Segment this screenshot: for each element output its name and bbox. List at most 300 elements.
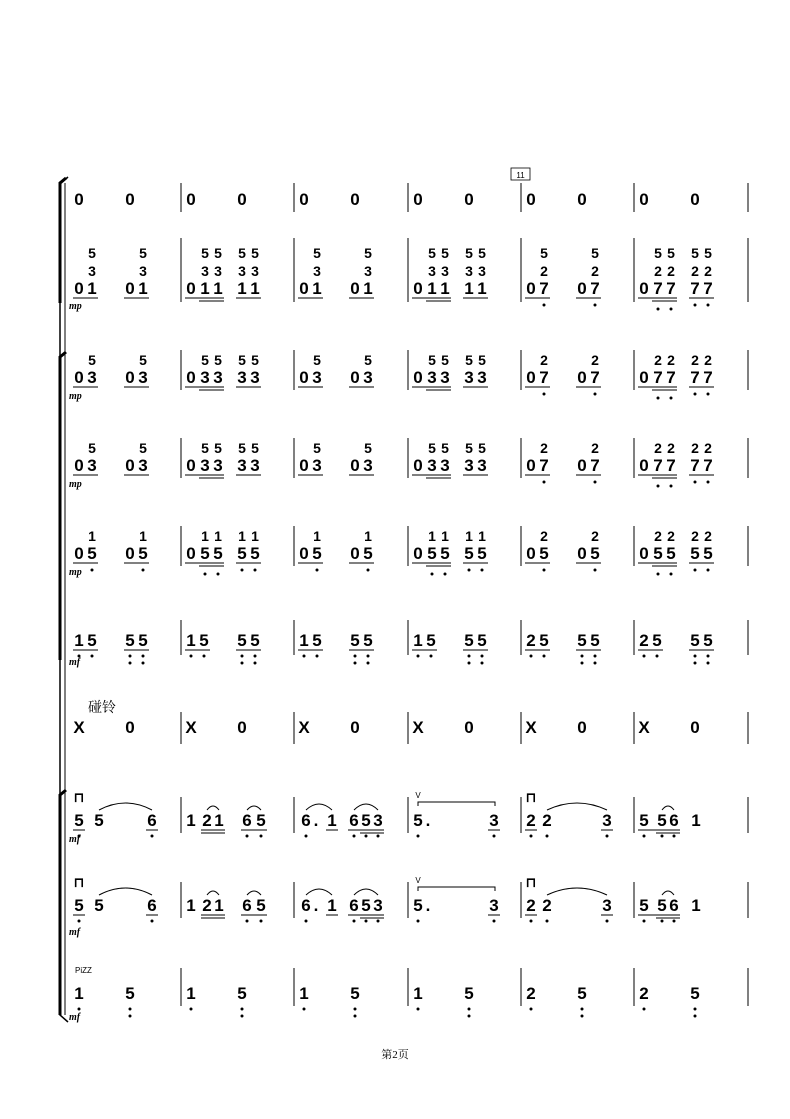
chord-note: 2 [667, 440, 675, 456]
octave-dot [581, 655, 584, 658]
octave-dot [657, 308, 660, 311]
chord-note: 3 [251, 263, 259, 279]
octave-dot [493, 920, 496, 923]
s6-note: 5 [426, 631, 436, 650]
slur [547, 803, 607, 810]
melody-note: 5 [256, 811, 266, 830]
instrument-label: 碰铃 [88, 700, 116, 716]
rest: 0 [299, 544, 309, 563]
chord-note: 5 [238, 352, 246, 368]
chord-note: 3 [477, 368, 487, 387]
s7-note: 0 [690, 718, 700, 737]
octave-dot [543, 481, 546, 484]
s7-note: 0 [577, 718, 587, 737]
melody-note: 6 [242, 896, 252, 915]
chord-note: 2 [704, 440, 712, 456]
chord-note: 5 [250, 544, 260, 563]
octave-dot [581, 1015, 584, 1018]
octave-dot [151, 835, 154, 838]
rest: 0 [413, 544, 423, 563]
rest: 0 [577, 368, 587, 387]
octave-dot [594, 481, 597, 484]
octave-dot [217, 573, 220, 576]
chord-note: 5 [88, 440, 96, 456]
chord-note: 5 [666, 544, 676, 563]
chord-note: 1 [87, 279, 97, 298]
slur [354, 804, 378, 810]
chord-note: 1 [441, 528, 449, 544]
rest: 0 [125, 279, 135, 298]
rest: 0 [577, 279, 587, 298]
s1-note: 0 [350, 190, 360, 209]
octave-dot [606, 920, 609, 923]
melody-note: 6 [349, 896, 359, 915]
chord-note: 7 [690, 368, 700, 387]
slur [306, 889, 332, 895]
octave-dot [353, 835, 356, 838]
octave-dot [190, 655, 193, 658]
melody-note: 5 [74, 811, 84, 830]
chord-note: 1 [313, 528, 321, 544]
rest: 0 [299, 368, 309, 387]
chord-note: 7 [666, 456, 676, 475]
chord-note: 5 [201, 440, 209, 456]
s6-note: 5 [350, 631, 360, 650]
octave-dot [468, 662, 471, 665]
s1-note: 0 [526, 190, 536, 209]
rest: 0 [350, 456, 360, 475]
octave-dot [530, 1008, 533, 1011]
octave-dot [643, 655, 646, 658]
bow-mark: ⊓ [525, 874, 537, 890]
octave-dot [78, 920, 81, 923]
octave-dot [694, 569, 697, 572]
octave-dot [151, 920, 154, 923]
chord-note: 5 [200, 544, 210, 563]
s6-note: 5 [590, 631, 600, 650]
chord-note: 5 [667, 245, 675, 261]
chord-note: 5 [214, 245, 222, 261]
octave-dot [367, 655, 370, 658]
chord-note: 7 [590, 279, 600, 298]
octave-dot [643, 835, 646, 838]
chord-note: 1 [139, 528, 147, 544]
chord-note: 2 [540, 528, 548, 544]
s6-note: 5 [690, 631, 700, 650]
rest: 0 [186, 279, 196, 298]
octave-dot [694, 393, 697, 396]
chord-note: 7 [690, 279, 700, 298]
octave-dot [417, 835, 420, 838]
octave-dot [707, 393, 710, 396]
octave-dot [594, 393, 597, 396]
rest: 0 [125, 368, 135, 387]
chord-note: 1 [201, 528, 209, 544]
chord-note: 5 [465, 440, 473, 456]
octave-dot [594, 569, 597, 572]
chord-note: 2 [591, 528, 599, 544]
chord-note: 5 [213, 544, 223, 563]
chord-note: 7 [703, 456, 713, 475]
slur [662, 806, 674, 810]
chord-note: 5 [214, 440, 222, 456]
octave-dot [354, 1015, 357, 1018]
melody-note: 1 [214, 811, 224, 830]
dynamic-marking: mf [69, 657, 81, 668]
chord-note: 5 [440, 544, 450, 563]
octave-dot [530, 655, 533, 658]
chord-note: 3 [201, 263, 209, 279]
melody-note: 6 [301, 896, 311, 915]
melody-note: 3 [489, 896, 499, 915]
s1-note: 0 [464, 190, 474, 209]
chord-note: 5 [539, 544, 549, 563]
octave-dot [254, 655, 257, 658]
octave-dot [707, 304, 710, 307]
melody-note: 5 [94, 811, 104, 830]
chord-note: 3 [477, 456, 487, 475]
octave-dot [91, 569, 94, 572]
octave-dot [707, 569, 710, 572]
melody-note: 5 [361, 811, 371, 830]
chord-note: 2 [591, 263, 599, 279]
octave-dot [353, 920, 356, 923]
chord-note: 3 [313, 263, 321, 279]
chord-note: 2 [667, 263, 675, 279]
octave-dot [444, 573, 447, 576]
octave-dot [661, 920, 664, 923]
bass-note: 2 [526, 984, 536, 1003]
chord-note: 3 [427, 456, 437, 475]
chord-note: 1 [427, 279, 437, 298]
s7-note: 0 [350, 718, 360, 737]
melody-note: 6 [669, 896, 679, 915]
chord-note: 2 [540, 440, 548, 456]
chord-note: 2 [654, 352, 662, 368]
octave-dot [241, 662, 244, 665]
s6-note: 5 [312, 631, 322, 650]
dynamic-marking: mp [69, 479, 82, 490]
octave-dot [254, 569, 257, 572]
chord-note: 2 [667, 528, 675, 544]
s6-note: 5 [125, 631, 135, 650]
chord-note: 1 [440, 279, 450, 298]
octave-dot [254, 662, 257, 665]
chord-note: 7 [539, 279, 549, 298]
octave-dot [303, 1008, 306, 1011]
chord-note: 5 [88, 352, 96, 368]
chord-note: 3 [139, 263, 147, 279]
chord-note: 1 [214, 528, 222, 544]
octave-dot [417, 920, 420, 923]
melody-note: 5 [94, 896, 104, 915]
s6-note: 5 [250, 631, 260, 650]
chord-note: 2 [654, 263, 662, 279]
chord-note: 2 [654, 440, 662, 456]
octave-dot [694, 1008, 697, 1011]
chord-note: 3 [440, 456, 450, 475]
chord-note: 5 [87, 544, 97, 563]
octave-dot [661, 835, 664, 838]
chord-note: 3 [238, 263, 246, 279]
rest: 0 [74, 279, 84, 298]
bass-note: 5 [464, 984, 474, 1003]
octave-dot [543, 393, 546, 396]
chord-note: 3 [312, 456, 322, 475]
octave-dot [246, 835, 249, 838]
octave-dot [305, 920, 308, 923]
rest: 0 [350, 544, 360, 563]
octave-dot [431, 573, 434, 576]
octave-dot [694, 1015, 697, 1018]
chord-note: 1 [251, 528, 259, 544]
chord-note: 3 [465, 263, 473, 279]
bass-note: 1 [186, 984, 196, 1003]
bass-note: 5 [237, 984, 247, 1003]
chord-note: 5 [138, 544, 148, 563]
melody-note: 6 [147, 811, 157, 830]
octave-dot [673, 920, 676, 923]
melody-note: 6 [242, 811, 252, 830]
s6-note: 5 [577, 631, 587, 650]
octave-dot [581, 1008, 584, 1011]
chord-note: 3 [441, 263, 449, 279]
chord-note: 2 [654, 528, 662, 544]
octave-dot [365, 920, 368, 923]
chord-note: 3 [237, 368, 247, 387]
melody-note: 2 [202, 896, 212, 915]
octave-dot [365, 835, 368, 838]
octave-dot [316, 655, 319, 658]
octave-dot [670, 573, 673, 576]
slur [354, 889, 378, 895]
bass-note: 2 [639, 984, 649, 1003]
octave-dot [670, 397, 673, 400]
chord-note: 1 [250, 279, 260, 298]
chord-note: 7 [666, 279, 676, 298]
chord-note: 7 [590, 456, 600, 475]
slur [207, 806, 219, 810]
chord-note: 7 [703, 279, 713, 298]
chord-note: 5 [313, 245, 321, 261]
octave-dot [129, 655, 132, 658]
octave-dot [657, 573, 660, 576]
octave-dot [657, 397, 660, 400]
chord-note: 2 [591, 440, 599, 456]
octave-dot [670, 308, 673, 311]
chord-note: 5 [653, 544, 663, 563]
chord-note: 3 [440, 368, 450, 387]
s7-note: X [73, 718, 85, 737]
chord-note: 1 [478, 528, 486, 544]
s6-note: 1 [186, 631, 196, 650]
chord-note: 5 [654, 245, 662, 261]
octave-dot [430, 655, 433, 658]
bass-note: 5 [125, 984, 135, 1003]
chord-note: 5 [251, 245, 259, 261]
octave-dot [377, 920, 380, 923]
dynamic-marking: mf [69, 1012, 81, 1023]
chord-note: 5 [238, 245, 246, 261]
chord-note: 2 [691, 263, 699, 279]
rest: 0 [526, 368, 536, 387]
chord-note: 7 [653, 368, 663, 387]
chord-note: 2 [704, 528, 712, 544]
melody-note: 2 [526, 896, 536, 915]
octave-dot [129, 662, 132, 665]
chord-note: 3 [214, 263, 222, 279]
chord-note: 5 [477, 544, 487, 563]
rehearsal-mark: 11 [516, 171, 525, 180]
octave-dot [707, 662, 710, 665]
chord-note: 2 [540, 352, 548, 368]
chord-note: 5 [201, 245, 209, 261]
octave-dot [129, 1008, 132, 1011]
chord-note: 3 [213, 368, 223, 387]
s1-note: 0 [577, 190, 587, 209]
chord-note: 1 [237, 279, 247, 298]
dynamic-marking: mp [69, 567, 82, 578]
octave-dot [354, 1008, 357, 1011]
chord-note: 5 [441, 440, 449, 456]
chord-note: 5 [465, 352, 473, 368]
melody-note: 6 [669, 811, 679, 830]
chord-note: 5 [591, 245, 599, 261]
octave-dot [643, 1008, 646, 1011]
s7-note: X [185, 718, 197, 737]
chord-note: 5 [238, 440, 246, 456]
slur [547, 888, 607, 895]
chord-note: 3 [312, 368, 322, 387]
bass-note: 1 [74, 984, 84, 1003]
melody-note: 6 [147, 896, 157, 915]
octave-dot [707, 655, 710, 658]
s6-note: 2 [526, 631, 536, 650]
chord-note: 5 [364, 440, 372, 456]
bow-mark: V [415, 791, 421, 800]
s6-note: 1 [299, 631, 309, 650]
melody-note: 2 [526, 811, 536, 830]
chord-note: 5 [364, 245, 372, 261]
octave-dot [694, 481, 697, 484]
s6-note: 5 [477, 631, 487, 650]
rest: 0 [299, 279, 309, 298]
chord-note: 2 [540, 263, 548, 279]
chord-note: 5 [139, 352, 147, 368]
page-footer: 第2页 [381, 1049, 409, 1061]
octave-dot [241, 1008, 244, 1011]
octave-dot [241, 1015, 244, 1018]
chord-note: 5 [428, 352, 436, 368]
melody-note: 5 [639, 811, 649, 830]
chord-note: 3 [250, 456, 260, 475]
rest: 0 [350, 279, 360, 298]
chord-note: 1 [477, 279, 487, 298]
chord-note: 5 [88, 245, 96, 261]
s7-note: 0 [237, 718, 247, 737]
melody-note: 6 [349, 811, 359, 830]
s1-note: 0 [413, 190, 423, 209]
s6-note: 2 [639, 631, 649, 650]
octave-dot [643, 920, 646, 923]
octave-dot [657, 485, 660, 488]
melody-note: 2 [542, 896, 552, 915]
chord-note: 3 [363, 368, 373, 387]
rest: 0 [526, 456, 536, 475]
melody-note: 3 [373, 811, 383, 830]
octave-dot [91, 655, 94, 658]
octave-dot [142, 662, 145, 665]
melody-note: 5 [361, 896, 371, 915]
octave-dot [481, 662, 484, 665]
melody-note: 3 [602, 896, 612, 915]
octave-dot [241, 569, 244, 572]
chord-note: 1 [465, 528, 473, 544]
dot-duration: . [313, 811, 319, 830]
octave-dot [694, 304, 697, 307]
octave-dot [594, 662, 597, 665]
chord-note: 3 [87, 456, 97, 475]
dynamic-marking: mp [69, 301, 82, 312]
chord-note: 3 [364, 263, 372, 279]
octave-dot [354, 655, 357, 658]
chord-note: 7 [590, 368, 600, 387]
octave-dot [303, 655, 306, 658]
rest: 0 [186, 544, 196, 563]
octave-dot [493, 835, 496, 838]
s1-note: 0 [125, 190, 135, 209]
chord-note: 5 [201, 352, 209, 368]
s1-note: 0 [299, 190, 309, 209]
rest: 0 [639, 279, 649, 298]
slur [247, 891, 261, 895]
octave-dot [694, 662, 697, 665]
s1-note: 0 [237, 190, 247, 209]
s7-note: X [412, 718, 424, 737]
chord-note: 1 [363, 279, 373, 298]
chord-note: 5 [478, 440, 486, 456]
octave-dot [530, 920, 533, 923]
dot-duration: . [425, 896, 431, 915]
octave-dot [129, 1015, 132, 1018]
melody-note: 5 [256, 896, 266, 915]
octave-dot [694, 655, 697, 658]
chord-note: 5 [441, 352, 449, 368]
chord-note: 3 [200, 456, 210, 475]
melody-note: 3 [373, 896, 383, 915]
melody-note: 1 [214, 896, 224, 915]
chord-note: 2 [691, 440, 699, 456]
chord-note: 5 [364, 352, 372, 368]
bass-note: 1 [413, 984, 423, 1003]
tie-bracket [418, 887, 495, 891]
rest: 0 [125, 456, 135, 475]
chord-note: 5 [251, 352, 259, 368]
bow-mark: V [415, 876, 421, 885]
octave-dot [204, 573, 207, 576]
octave-dot [468, 569, 471, 572]
octave-dot [606, 835, 609, 838]
bow-mark: ⊓ [73, 874, 85, 890]
chord-note: 2 [704, 263, 712, 279]
octave-dot [481, 655, 484, 658]
chord-note: 7 [666, 368, 676, 387]
slur [662, 891, 674, 895]
octave-dot [543, 655, 546, 658]
bass-note: 5 [577, 984, 587, 1003]
octave-dot [367, 569, 370, 572]
chord-note: 1 [138, 279, 148, 298]
